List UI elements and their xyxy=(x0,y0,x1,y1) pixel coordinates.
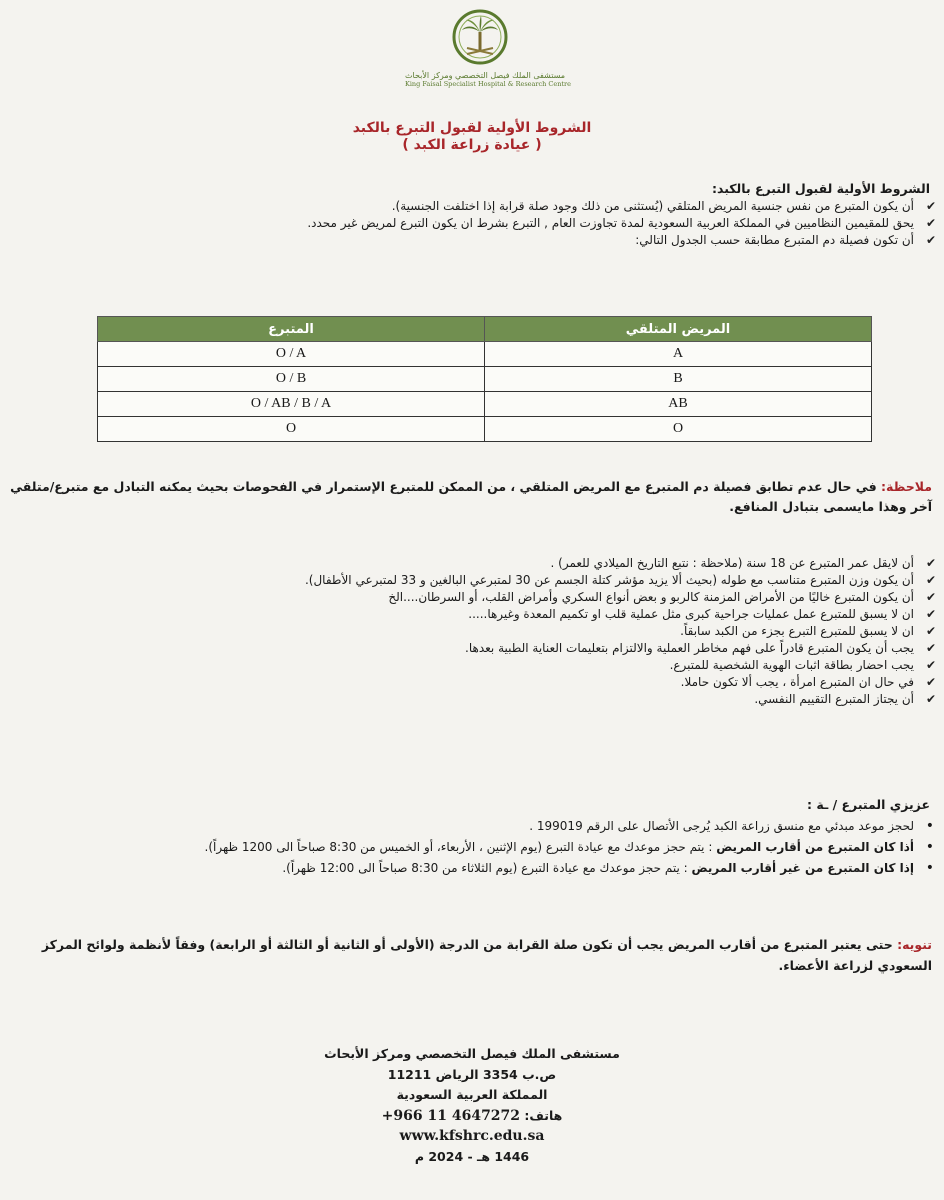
recipient-cell: A xyxy=(485,342,872,367)
page-title: الشروط الأولية لقبول التبرع بالكبد xyxy=(352,120,592,136)
table-row xyxy=(98,367,872,392)
contact-block xyxy=(0,1044,944,1167)
list-item: ✔ يحق للمقيمين النظاميين في المملكة العربية السعودية لمدة تجاوزت العام , التبرع بشرط ان يكون التبرع لمريض غير محدد. xyxy=(307,215,914,232)
list-item xyxy=(205,858,915,879)
list-item: ✔ أن يكون المتبرع من نفس جنسية المريض المتلقي (يُستثنى من ذلك وجود صلة قرابة إذا اختلفت الجنسية). xyxy=(307,198,914,215)
note-label: ملاحظة: xyxy=(881,479,932,494)
contact-po-box: ص.ب 3354 الرياض 11211 xyxy=(387,1066,557,1082)
donor-greeting: عزيزي المتبرع / ـة : xyxy=(807,797,930,812)
note-paragraph xyxy=(7,477,932,517)
appointments-list xyxy=(205,816,915,879)
table-row xyxy=(98,417,872,442)
contact-country: المملكة العربية السعودية xyxy=(396,1087,548,1102)
recipient-column-header: المريض المتلقي xyxy=(485,317,872,342)
alert-label: تنويه: xyxy=(897,937,932,952)
conditions-list xyxy=(307,198,914,249)
list-item: ✔ أن لايقل عمر المتبرع عن 18 سنة (ملاحظة : نتبع التاريخ الميلادي للعمر) . xyxy=(305,555,914,572)
list-item: ✔ أن يكون وزن المتبرع متناسب مع طوله (بحيث ألا يزيد مؤشر كتلة الجسم عن 30 لمتبرعي البالغين و 33 لمتبرعي الأطفال). xyxy=(305,572,914,589)
donor-cell: O / AB / B / A xyxy=(98,392,485,417)
recipient-cell: B xyxy=(485,367,872,392)
recipient-cell: AB xyxy=(485,392,872,417)
alert-paragraph xyxy=(7,934,932,976)
logo-arabic-name: مستشفى الملك فيصل التخصصي ومركز الأبحاث xyxy=(405,71,566,80)
table-header-row xyxy=(98,317,872,342)
hospital-logo xyxy=(405,8,571,98)
contact-phone-line xyxy=(0,1106,944,1127)
website-link[interactable]: www.kfshrc.edu.sa xyxy=(399,1128,545,1144)
list-item xyxy=(205,837,915,858)
phone-label: هاتف: xyxy=(520,1107,563,1123)
list-item: ✔ في حال ان المتبرع امرأة ، يجب ألا تكون حاملا. xyxy=(305,674,914,691)
list-item: ✔ أن تكون فصيلة دم المتبرع مطابقة حسب الجدول التالي: xyxy=(307,232,914,249)
conditions-heading: الشروط الأولية لقبول التبرع بالكبد: xyxy=(711,181,930,196)
page-subtitle: ( عيادة زراعة الكبد ) xyxy=(402,137,542,153)
appointment-text: لحجز موعد مبدئي مع منسق زراعة الكبد يُرجى الأتصال على الرقم 199019 . xyxy=(529,819,914,833)
recipient-cell: O xyxy=(485,417,872,442)
list-item: ✔ يجب احضار بطاقة اثبات الهوية الشخصية للمتبرع. xyxy=(305,657,914,674)
table-row xyxy=(98,342,872,367)
requirements-list xyxy=(305,555,914,708)
list-item: ✔ ان لا يسبق للمتبرع التبرع بجزء من الكبد سابقاً. xyxy=(305,623,914,640)
document-date: 1446 هـ - 2024 م xyxy=(414,1148,530,1164)
donor-cell: O / A xyxy=(98,342,485,367)
contact-org-name: مستشفى الملك فيصل التخصصي ومركز الأبحاث xyxy=(324,1046,620,1061)
phone-number: +966 11 4647272 xyxy=(381,1107,521,1124)
list-item: ✔ ان لا يسبق للمتبرع عمل عمليات جراحية كبرى مثل عملية قلب او تكميم المعدة وغيرها..... xyxy=(305,606,914,623)
list-item xyxy=(205,816,915,837)
donor-cell: O / B xyxy=(98,367,485,392)
appointment-bold-lead: إذا كان المتبرع من غير أقارب المريض xyxy=(691,861,914,875)
logo-english-name: King Faisal Specialist Hospital & Research Centre xyxy=(405,80,571,88)
table-row xyxy=(98,392,872,417)
appointment-bold-lead: أذا كان المتبرع من أقارب المريض xyxy=(716,840,914,854)
list-item: ✔ يجب أن يكون المتبرع قادراً على فهم مخاطر العملية والالتزام بتعليمات العناية الطبية بعدها. xyxy=(305,640,914,657)
list-item: ✔ أن يكون المتبرع خاليًا من الأمراض المزمنة كالربو و بعض أنواع السكري وأمراض القلب، أو السرطان....الخ xyxy=(305,589,914,606)
donor-cell: O xyxy=(98,417,485,442)
palm-emblem-icon xyxy=(451,8,509,70)
appointment-text: : يتم حجز موعدك مع عيادة التبرع (يوم الثلاثاء من 8:30 صباحاً الى 12:00 ظهراً). xyxy=(282,861,692,875)
appointment-text: : يتم حجز موعدك مع عيادة التبرع (يوم الإثنين ، الأربعاء، أو الخميس من 8:30 صباحاً الى 1200 ظهراً). xyxy=(204,840,717,854)
note-text: في حال عدم تطابق فصيلة دم المتبرع مع المريض المتلقي ، من الممكن للمتبرع الإستمرار في الفحوصات بحيث يمكنه التبادل مع متبرع/متلقي آخر وهذا مايسمى بتبادل المنافع. xyxy=(10,479,932,514)
blood-type-table xyxy=(97,316,872,442)
donor-column-header: المتبرع xyxy=(98,317,485,342)
alert-text: حتى يعتبر المتبرع من أقارب المريض يجب أن تكون صلة القرابة من الدرجة (الأولى أو الثانية أو الثالثة أو الرابعة) وفقاً لأنظمة ولوائح المركز السعودي لزراعة الأعضاء. xyxy=(41,937,932,973)
list-item: ✔ أن يجتاز المتبرع التقييم النفسي. xyxy=(305,691,914,708)
